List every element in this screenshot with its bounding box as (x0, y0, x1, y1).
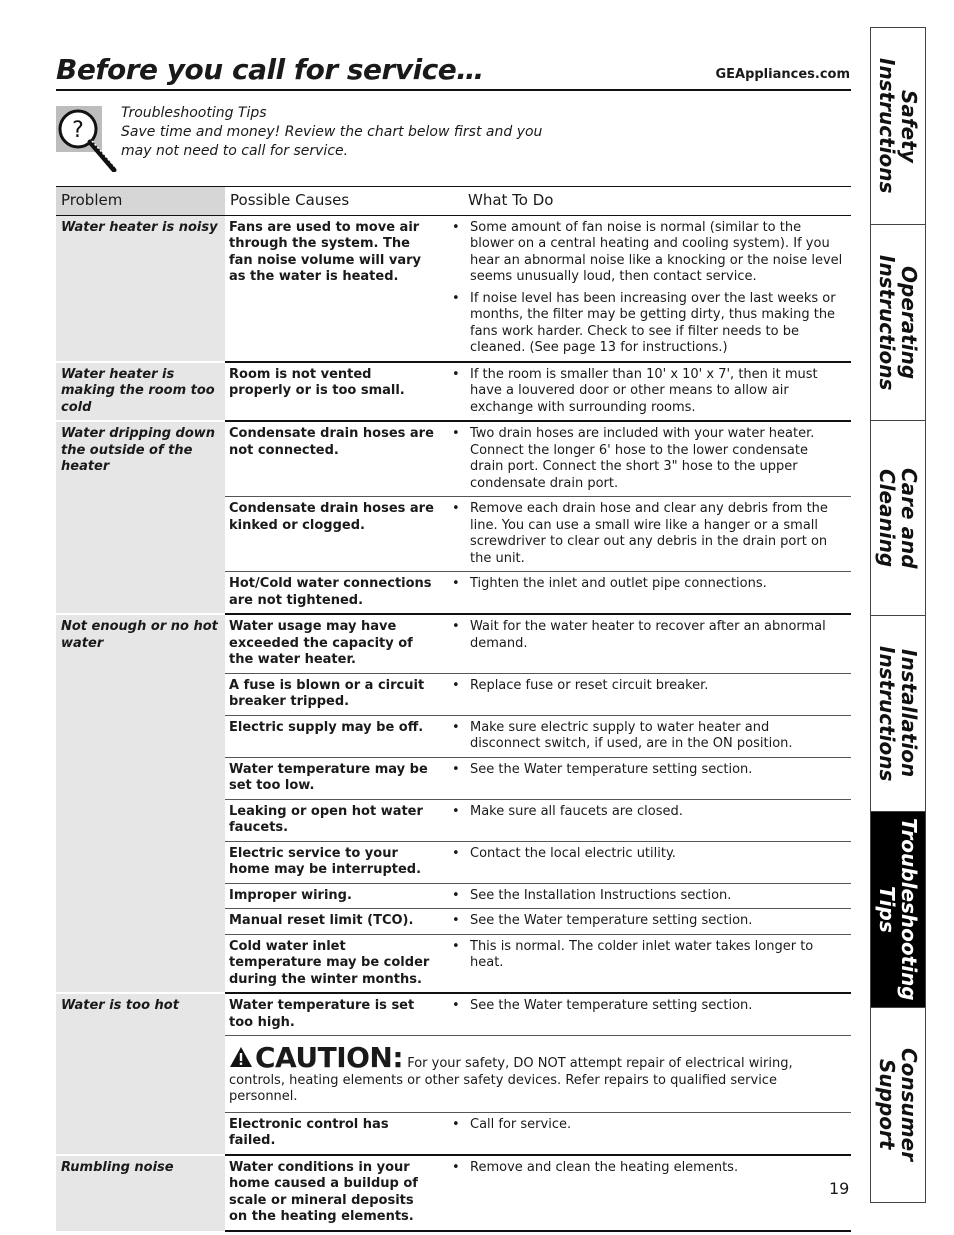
cause-cell: Electric service to your home may be interrupted. (225, 841, 440, 883)
problem-cell: Water heater is noisy (56, 215, 225, 362)
what-to-do-cell (440, 1155, 851, 1231)
section-tabs (870, 27, 926, 1203)
what-to-do-cell (440, 757, 851, 799)
cause-cell: Fans are used to move air through the system. The fan noise volume will vary as the water is heated. (225, 215, 440, 362)
cause-cell: Improper wiring. (225, 883, 440, 909)
bullet-text: Wait for the water heater to recover after an abnormal demand. (470, 619, 826, 651)
tab-consumer[interactable] (871, 1008, 925, 1201)
bullet-icon: • (452, 426, 460, 441)
page-title: Before you call for service… (56, 53, 484, 86)
bullet-text: If the room is smaller than 10' x 10' x 7', then it must have a louvered door or other means to allow air exchange with surrounding rooms. (470, 366, 818, 415)
what-to-do-cell (440, 909, 851, 935)
bullet-icon: • (452, 366, 460, 382)
bullet-icon: • (452, 913, 460, 928)
bullet-item (444, 939, 843, 972)
tab-care-and[interactable] (871, 421, 925, 616)
site-url: GEAppliances.com (715, 67, 850, 82)
bullet-text: Some amount of fan noise is normal (similar to the blower on a central heating and cooling system). If you hear an abnormal noise like a knocking or the noise level seems unusually loud, then contact service. (470, 219, 843, 284)
what-to-do-cell (440, 1112, 851, 1155)
bullet-item (444, 426, 843, 492)
bullet-item (444, 913, 843, 930)
warning-triangle-icon (229, 1046, 253, 1068)
svg-text:?: ? (72, 118, 84, 143)
cause-cell: Water temperature is set too high. (225, 993, 440, 1036)
what-to-do-cell (440, 572, 851, 615)
tab-installation[interactable] (871, 616, 925, 812)
bullet-item (444, 220, 843, 286)
bullet-icon: • (452, 677, 460, 693)
bullet-item (444, 1117, 843, 1134)
bullet-item (444, 619, 843, 652)
table-row (56, 1155, 851, 1231)
tab-label: Troubleshooting Tips (875, 818, 921, 1001)
intro-line-1: Save time and money! Review the chart below first and you (121, 124, 543, 140)
bullet-icon: • (452, 938, 460, 954)
header-problem: Problem (56, 187, 225, 216)
bullet-icon: • (452, 998, 460, 1013)
what-to-do-cell (440, 883, 851, 909)
what-to-do-cell (440, 799, 851, 841)
bullet-item (444, 804, 843, 821)
bullet-icon: • (452, 576, 460, 591)
bullet-icon: • (452, 1116, 460, 1132)
bullet-icon: • (452, 219, 460, 235)
what-to-do-cell (440, 993, 851, 1036)
what-to-do-cell (440, 421, 851, 497)
bullet-icon: • (452, 1159, 460, 1175)
tab-label: Safety Instructions (875, 58, 921, 194)
page-number: 19 (829, 1179, 850, 1198)
table-row (56, 614, 851, 673)
table-row (56, 421, 851, 497)
bullet-text: Contact the local electric utility. (470, 845, 676, 861)
bullet-icon: • (452, 761, 460, 777)
bullet-item (444, 501, 843, 567)
what-to-do-cell (440, 362, 851, 422)
intro-heading: Troubleshooting Tips (121, 105, 267, 121)
header-what-to-do: What To Do (440, 187, 851, 216)
tab-troubleshooting[interactable] (871, 812, 925, 1008)
bullet-text: Two drain hoses are included with your water heater. Connect the longer 6' hose to the lower condensate drain port. Connect the short 3" hose to the upper condensate drain port. (470, 426, 815, 491)
what-to-do-cell (440, 215, 851, 362)
bullet-icon: • (452, 845, 460, 861)
cause-cell: A fuse is blown or a circuit breaker tripped. (225, 673, 440, 715)
caution-label: CAUTION: (255, 1041, 404, 1074)
cause-cell: Water temperature may be set too low. (225, 757, 440, 799)
bullet-text: Remove each drain hose and clear any debris from the line. You can use a small wire like a hanger or a small screwdriver to clear out any debris in the drain port on the unit. (470, 501, 828, 566)
cause-cell: Condensate drain hoses are kinked or clogged. (225, 497, 440, 572)
tab-label: Installation Instructions (875, 645, 921, 782)
bullet-icon: • (452, 290, 460, 306)
cause-cell: Room is not vented properly or is too small. (225, 362, 440, 422)
bullet-item (444, 888, 843, 905)
bullet-text: If noise level has been increasing over the last weeks or months, the filter may be getting dirty, thus making the fans work harder. Check to see if filter needs to be cleaned. (See page 13 for instructions.) (470, 290, 836, 355)
cause-cell: Condensate drain hoses are not connected. (225, 421, 440, 497)
caution-notice (225, 1036, 851, 1113)
bullet-icon: • (452, 619, 460, 634)
bullet-text: Remove and clean the heating elements. (470, 1159, 739, 1175)
tab-label: Consumer Support (875, 1047, 921, 1162)
cause-cell: Electronic control has failed. (225, 1112, 440, 1155)
tab-label: Operating Instructions (875, 254, 921, 391)
header-rule (56, 89, 851, 91)
bullet-item (444, 678, 843, 695)
tab-safety[interactable] (871, 28, 925, 225)
intro-line-2: may not need to call for service. (121, 143, 349, 159)
what-to-do-cell (440, 841, 851, 883)
caution-label-wrap (229, 1041, 403, 1074)
bullet-icon: • (452, 501, 460, 516)
table-row (56, 362, 851, 422)
bullet-text: See the Water temperature setting section. (470, 913, 753, 928)
bullet-text: See the Water temperature setting section. (470, 761, 753, 777)
bullet-text: See the Installation Instructions section. (470, 887, 732, 903)
cause-cell: Water conditions in your home caused a buildup of scale or mineral deposits on the heating elements. (225, 1155, 440, 1231)
bullet-item (444, 998, 843, 1015)
what-to-do-cell (440, 497, 851, 572)
table-row (56, 993, 851, 1036)
bullet-text: Replace fuse or reset circuit breaker. (470, 677, 709, 693)
problem-cell: Water heater is making the room too cold (56, 362, 225, 422)
bullet-text: This is normal. The colder inlet water takes longer to heat. (470, 938, 814, 970)
problem-cell: Water dripping down the outside of the heater (56, 421, 225, 614)
bullet-item (444, 846, 843, 863)
bullet-text: Make sure all faucets are closed. (470, 803, 683, 819)
what-to-do-cell (440, 673, 851, 715)
bullet-item (444, 291, 843, 357)
question-mark-magnifier-icon (56, 104, 122, 172)
problem-cell: Water is too hot (56, 993, 225, 1155)
problem-cell: Rumbling noise (56, 1155, 225, 1231)
cause-cell: Cold water inlet temperature may be colder during the winter months. (225, 934, 440, 993)
table-row (56, 215, 851, 362)
bullet-text: See the Water temperature setting section. (470, 998, 753, 1013)
cause-cell: Manual reset limit (TCO). (225, 909, 440, 935)
what-to-do-cell (440, 934, 851, 993)
cause-cell: Water usage may have exceeded the capacity of the water heater. (225, 614, 440, 673)
bullet-text: Make sure electric supply to water heater and disconnect switch, if used, are in the ON position. (470, 719, 793, 751)
troubleshooting-table (56, 186, 851, 1232)
cause-cell: Leaking or open hot water faucets. (225, 799, 440, 841)
cause-cell: Hot/Cold water connections are not tightened. (225, 572, 440, 615)
bullet-icon: • (452, 887, 460, 903)
troubleshooting-intro (121, 104, 542, 161)
bullet-item (444, 720, 843, 753)
bullet-text: Call for service. (470, 1116, 572, 1132)
what-to-do-cell (440, 614, 851, 673)
tab-label: Care and Cleaning (875, 467, 921, 569)
bullet-item (444, 1160, 843, 1177)
bullet-icon: • (452, 803, 460, 819)
tab-operating[interactable] (871, 225, 925, 421)
bullet-text: Tighten the inlet and outlet pipe connections. (470, 576, 767, 591)
bullet-icon: • (452, 719, 460, 735)
bullet-item (444, 367, 843, 417)
problem-cell: Not enough or no hot water (56, 614, 225, 993)
what-to-do-cell (440, 715, 851, 757)
bullet-item (444, 762, 843, 779)
caution-text: For your safety, DO NOT attempt repair of electrical wiring, controls, heating elements or other safety devices. Refer repairs to qualified service personnel. (229, 1056, 793, 1104)
table-header-row (56, 187, 851, 216)
header-causes: Possible Causes (225, 187, 440, 216)
cause-cell: Electric supply may be off. (225, 715, 440, 757)
bullet-item (444, 576, 843, 593)
